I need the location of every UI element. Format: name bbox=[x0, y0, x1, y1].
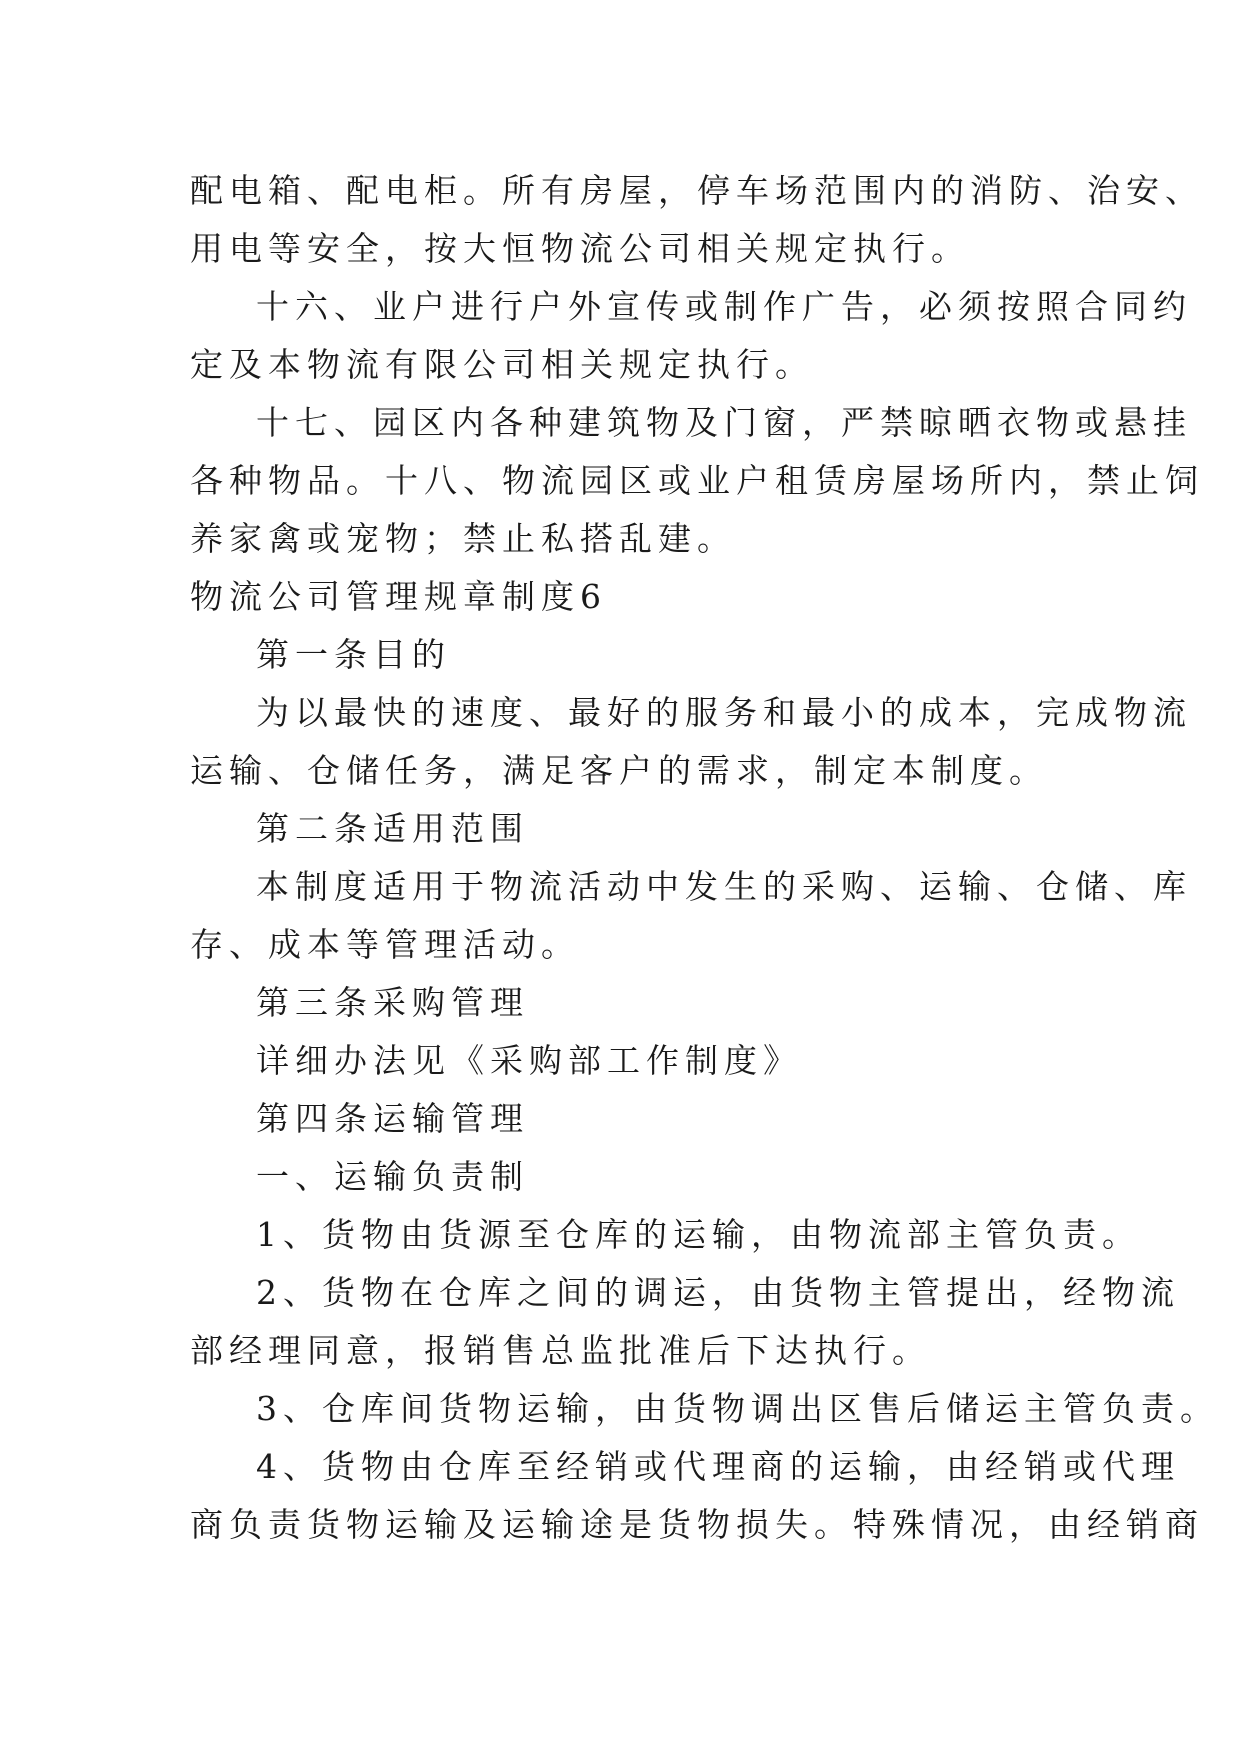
text-line: 本制度适用于物流活动中发生的采购、运输、仓储、库 bbox=[256, 867, 1192, 906]
text-line: 4、货物由仓库至经销或代理商的运输，由经销或代理 bbox=[256, 1447, 1180, 1486]
text-line: 为以最快的速度、最好的服务和最小的成本，完成物流 bbox=[256, 693, 1192, 732]
text-line: 十六、业户进行户外宣传或制作广告，必须按照合同约 bbox=[256, 287, 1192, 326]
section-heading: 物流公司管理规章制度6 bbox=[190, 577, 607, 616]
subsection-heading: 一、运输负责制 bbox=[256, 1157, 529, 1196]
text-line: 定及本物流有限公司相关规定执行。 bbox=[190, 345, 814, 384]
text-line: 用电等安全，按大恒物流公司相关规定执行。 bbox=[190, 229, 970, 268]
text-line: 3、仓库间货物运输，由货物调出区售后储运主管负责。 bbox=[256, 1389, 1219, 1428]
text-line: 各种物品。十八、物流园区或业户租赁房屋场所内，禁止饲 bbox=[190, 461, 1204, 500]
text-line: 养家禽或宠物；禁止私搭乱建。 bbox=[190, 519, 736, 558]
text-line: 商负责货物运输及运输途是货物损失。特殊情况，由经销商 bbox=[190, 1505, 1204, 1544]
article-heading: 第二条适用范围 bbox=[256, 809, 529, 848]
text-line: 2、货物在仓库之间的调运，由货物主管提出，经物流 bbox=[256, 1273, 1180, 1312]
text-line: 配电箱、配电柜。所有房屋，停车场范围内的消防、治安、 bbox=[190, 171, 1204, 210]
text-line: 部经理同意，报销售总监批准后下达执行。 bbox=[190, 1331, 931, 1370]
article-heading: 第一条目的 bbox=[256, 635, 451, 674]
text-line: 1、货物由货源至仓库的运输，由物流部主管负责。 bbox=[256, 1215, 1141, 1254]
text-line: 十七、园区内各种建筑物及门窗，严禁晾晒衣物或悬挂 bbox=[256, 403, 1192, 442]
document-body bbox=[190, 162, 1219, 1554]
text-line: 存、成本等管理活动。 bbox=[190, 925, 580, 964]
article-heading: 第三条采购管理 bbox=[256, 983, 529, 1022]
text-line: 详细办法见《采购部工作制度》 bbox=[256, 1041, 802, 1080]
article-heading: 第四条运输管理 bbox=[256, 1099, 529, 1138]
text-line: 运输、仓储任务，满足客户的需求，制定本制度。 bbox=[190, 751, 1048, 790]
